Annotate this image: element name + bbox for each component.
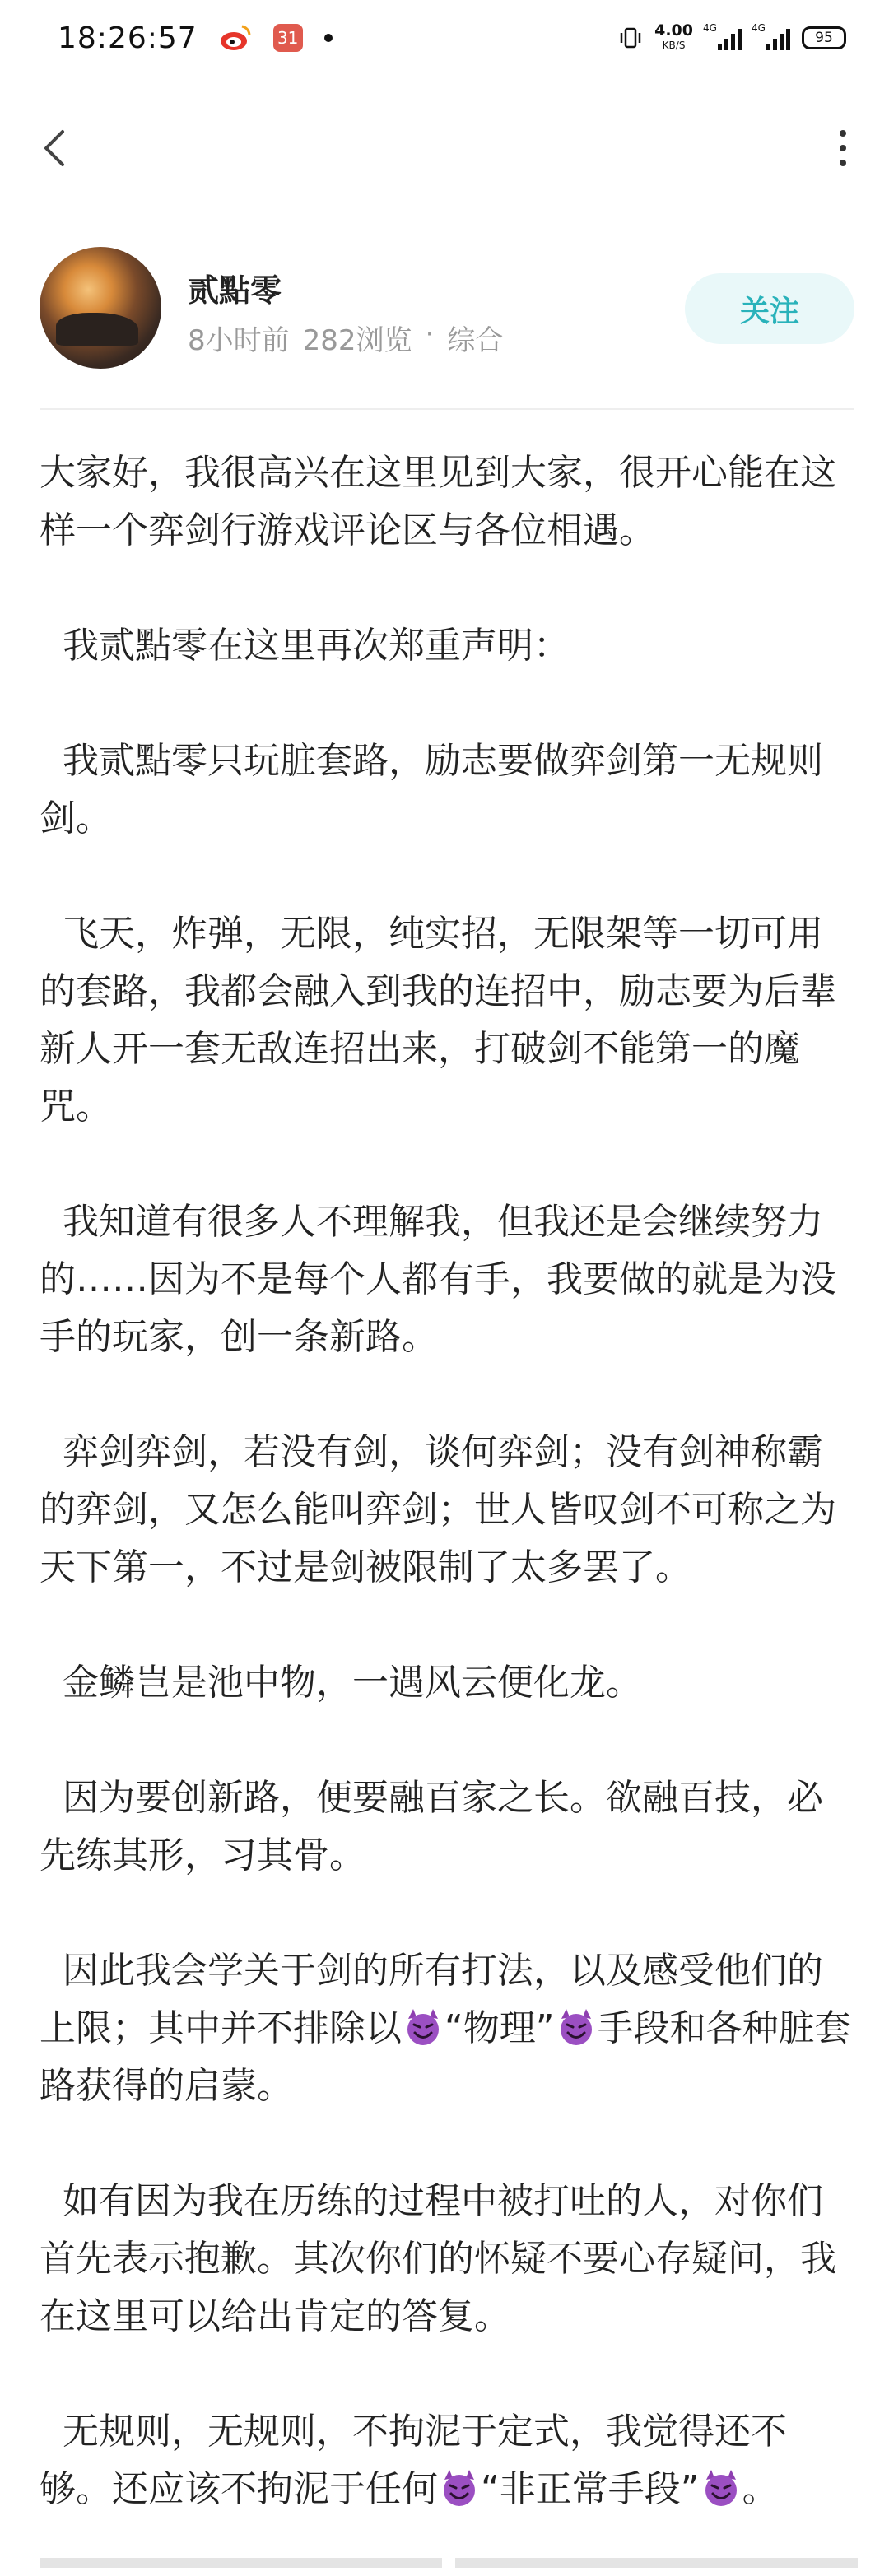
smiling-devil-emoji-icon — [556, 2006, 596, 2046]
paragraph: 飞天，炸弹，无限，纯实招，无限架等一切可用的套路，我都会融入到我的连招中，励志要为后辈新人开一套无敌连招出来，打破剑不能第一的魔咒。 — [40, 913, 836, 1128]
vibrate-icon — [618, 26, 643, 50]
smiling-devil-emoji-icon — [440, 2467, 479, 2507]
meta-separator: · — [425, 318, 435, 351]
paragraph-text: 手段和各种脏套路获得的启蒙。 — [40, 2007, 851, 2107]
signal-label: 4G — [703, 22, 717, 34]
signal-icon — [752, 22, 790, 50]
post-body — [40, 444, 858, 2576]
signal-label: 4G — [752, 22, 766, 34]
paragraph: 我贰點零在这里再次郑重声明： — [40, 625, 570, 667]
paragraph — [40, 2403, 858, 2518]
paragraph: 我贰點零只玩脏套路，励志要做弈剑第一无规则剑。 — [40, 740, 823, 839]
battery-icon: 95 — [802, 26, 846, 49]
paragraph: 如有因为我在历练的过程中被打吐的人，对你们首先表示抱歉。其次你们的怀疑不要心存疑问，我在这里可以给出肯定的答复。 — [40, 2180, 836, 2337]
paragraph: 因为要创新路，便要融百家之长。欲融百技，必先练其形，习其骨。 — [40, 1777, 823, 1876]
net-speed-unit: KB/S — [662, 40, 686, 51]
follow-button[interactable]: 关注 — [685, 273, 854, 344]
status-time: 18:26:57 — [58, 21, 198, 55]
paragraph: 我知道有很多人不理解我，但我还是会继续努力的……因为不是每个人都有手，我要做的就是为没手的玩家，创一条新路。 — [40, 1201, 836, 1358]
net-speed-value: 4.00 — [654, 21, 693, 40]
weibo-icon — [219, 23, 252, 53]
paragraph — [40, 1942, 858, 2115]
author-header — [40, 247, 854, 370]
paragraph: 金鳞岂是池中物，一遇风云便化龙。 — [40, 1662, 642, 1704]
post-meta — [188, 318, 503, 358]
net-speed — [654, 23, 693, 53]
paragraph: 弈剑弈剑，若没有剑，谈何弈剑；没有剑神称霸的弈剑，又怎么能叫弈剑；世人皆叹剑不可称之为天下第一，不过是剑被限制了太多罢了。 — [40, 1431, 836, 1588]
paragraph: 大家好，我很高兴在这里见到大家，很开心能在这样一个弈剑行游戏评论区与各位相遇。 — [40, 452, 836, 551]
smiling-devil-emoji-icon — [403, 2006, 443, 2046]
paragraph-text: 无规则，无规则，不拘泥于定式，我觉得还不够。还应该不拘泥于任何 — [40, 2411, 787, 2510]
paragraph-text: 。 — [742, 2468, 779, 2510]
smiling-devil-emoji-icon — [701, 2467, 741, 2507]
calendar-badge-icon: 31 — [273, 24, 303, 52]
more-vertical-icon[interactable] — [826, 120, 859, 176]
quoted-text: “非正常手段” — [481, 2468, 700, 2510]
author-name[interactable]: 贰點零 — [188, 272, 282, 309]
paragraph-text: 因此我会学关于剑的所有打法，以及感受他们的上限；其中并不排除以 — [40, 1950, 823, 2049]
avatar[interactable] — [40, 247, 161, 369]
bottom-image-strip — [40, 2558, 858, 2568]
post-time: 8小时前 — [188, 324, 290, 357]
dot-icon — [324, 34, 333, 42]
status-bar — [0, 0, 889, 76]
signal-icon — [703, 22, 742, 50]
chevron-left-icon[interactable] — [35, 122, 76, 174]
quoted-text: “物理” — [444, 2007, 555, 2049]
view-count: 282浏览 — [302, 324, 412, 357]
divider — [40, 408, 854, 410]
top-nav-bar — [0, 99, 889, 198]
post-category: 综合 — [447, 324, 504, 357]
